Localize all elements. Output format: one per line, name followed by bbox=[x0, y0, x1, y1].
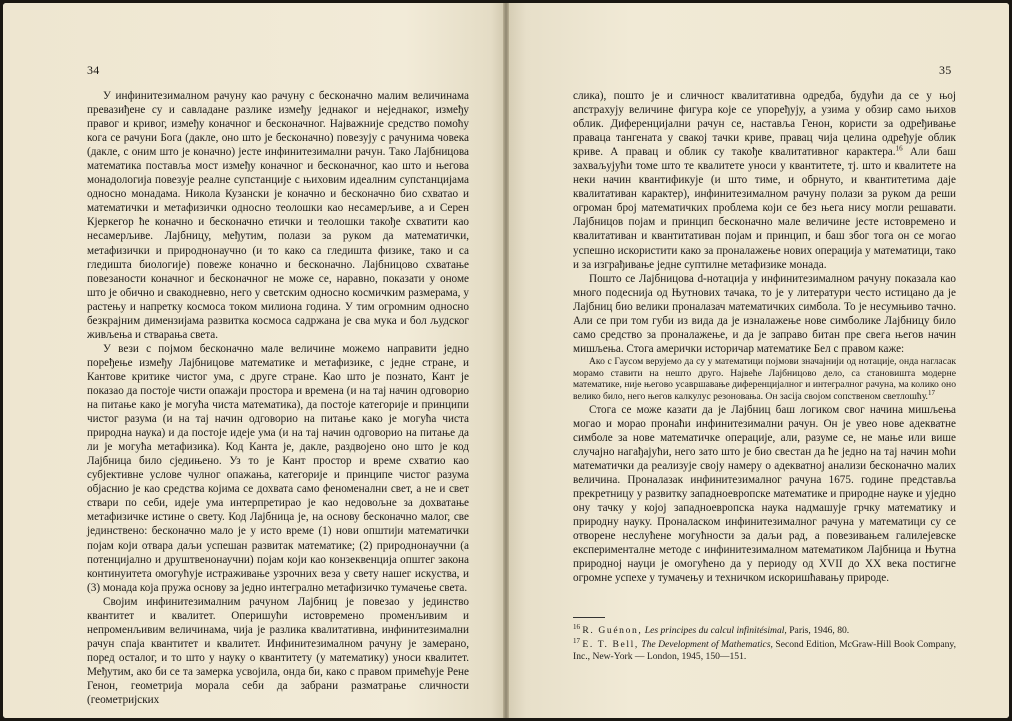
book-gutter bbox=[503, 3, 509, 718]
footnote bbox=[573, 622, 956, 637]
footnote-number: 17 bbox=[573, 636, 580, 645]
paragraph: Пошто се Лајбницова d-нотација у инфинитезималном рачуну показала као много подеснија од Њутнових тачака, то је у литератури често истицано да је Лајбниц био велики проналазач математичких симбола. То је несумњиво тачно. Али се при том губи из вида да је изналажење нове симболике Лајбницу било само средство за проналажење, и да је заправо битан пре свега његов начин мишљења. Стога амерички историчар математике Бел с правом каже: bbox=[573, 272, 956, 355]
paragraph: У вези с појмом бесконачно мале величине можемо направити једно поређење између Лајбницове математике и метафизике, с једне стране, и Кантове критике чистог ума, с друге стране. Као што је познато, Кант је показао да постоје чисти опажаји простора и времена (и на тај начин одговорио на питање како је могућа чиста математика), да постоје категорије и принципи чистог разума (и на тај начин одговорио на питање како је могућа чиста природна наука) и да постоје идеје ума (и на тај начин одговорио на питање да ли је могућа метафизика). Код Канта је, дакле, раздвојено оно што је код Лајбница било сједињено. Уз то је Кант простор и време схватио као субјективне услове чулног опажања, категорије и принципе чистог разума објаснио је као средства којима се дохвата само феноменални свет, а не и свет ствари по себи, идеје ума интерпретирао је као недовољне за дохватање метафизичке истине о свету. Код Лајбница је, на основу бесконачно малог, све јединствено: бесконачно мало је у исто време (1) нови општији математички појам који отвара даљи успешан развитак математике; (2) природнонаучни (а потенцијално и друштвенонаучни) појам који као конзеквенција општег закона континуитета омогућује истраживање узрочних веза у свету нашег искуства, и (3) монада која пружа основу за једно интегрално метафизичко тумачење света. bbox=[87, 342, 469, 594]
page-number-right: 35 bbox=[939, 63, 952, 77]
block-quote bbox=[573, 356, 956, 403]
footnote-author: R. Guénon, bbox=[582, 625, 643, 636]
footnote-title: Les principes du calcul infinitésimal, bbox=[644, 625, 787, 636]
footnote-title: The Development of Mathematics, bbox=[641, 639, 773, 650]
right-page-body bbox=[573, 89, 956, 585]
footnote-author: E. T. Bell, bbox=[582, 639, 639, 650]
footnote-mark: 17 bbox=[927, 388, 935, 397]
paragraph: У инфинитезималном рачуну као рачуну с бесконачно малим величинама превазиђене су и савладане разлике између једнаког и неједнаког, између правог и кривог, између коначног и бесконачног. Најважније средство помоћу кога се рачуни Бога (дакле, оно што је бесконачно) повезују с рачунима човека (дакле, с оним што је коначно) јесте инфинитезимални рачун. Тако Лајбницова математика поставља мост између коначног и бесконачног, као што и његова монадологија повезује реалне супстанције с њиховим идеалним супстанцијама односно монадама. Никола Кузански је коначно и бесконачно био схватао и математички и метафизички односно теолошки као несамерљиве, а и Серен Кјеркегор ће коначно и бесконачно етички и теолошки такође схватити као несамерљиве. Лајбницу, међутим, полази за руком да математички, метафизички и природнонаучно (и то како са гледишта физике, тако и са гледишта биологије) повеже коначно и бесконачно. Лајбницово схватање повезаности коначног и бесконачног не може се, наравно, показати у ономе што је обично и свакодневно, него у светским односно космичким размерама, у растењу и напретку космоса током милиона година. У тим огромним односно безкрајним димензијама развитка космоса садржана је сва мука и бол људског живљења и стварања света. bbox=[87, 90, 469, 341]
footnote-number: 16 bbox=[573, 622, 580, 631]
footnote bbox=[573, 636, 956, 663]
left-page-body bbox=[87, 89, 469, 707]
paragraph: Стога се може казати да је Лајбниц баш логиком свог начина мишљења могао и морао пронаћи инфинитезимални рачун. Он је увео нове адекватне симболе за нове математичке операције, али, разуме се, не мање или више случајно нагађајући, него зато што је био свестан да ће једно на тај начин моћи математички да реализује своју намеру о адекватној анализи бесконачно малих величина. Проналазак инфинитезималног рачуна 1675. године представља прекретницу у развитку западноевропске математике и природне науке и уједно ону тачку у којој западноевропска наука надмашује грчку математику и природну науку. Проналаском инфинитезималног рачуна у математици су се отворене неслућене могућности за даљи рад, а повезивањем галилејевске експерименталне методе с инфинитезималном математиком Лајбница и Њутна природној науци је омогућено да у периоду од XVII до XX века постигне огромне успехе у тумачењу и техничком искоришћавању природе. bbox=[573, 403, 956, 585]
book-spread bbox=[3, 3, 1009, 718]
page-number-left: 34 bbox=[87, 63, 100, 77]
paragraph-text: Али баш захваљујући томе што те квалитете уноси у квантитете, тј. што и квалитете на неки начин квантификује (и што тиме, и обрнуто, и квантитетима даје квалитативан карактер), инфинитезималном рачуну полази за руком да реши огроман број математичких проблема који се без њега нису могли решавати. Лајбницов појам и принцип бесконачно мале величине јесте истовремено и квалитативан и квантитативан појам и принцип, и баш због тога он се могао успешно искористити како за проналажење нових операција у математици, тако и за изграђивање једне суптилне метафизике монада. bbox=[573, 146, 957, 271]
quote-text: Ако с Гаусом верујемо да су у математици појмови значајнији од нотације, онда нагласак морамо ставити на нешто друго. Највеће Лајбницово дело, са становишта модерне математике, није његово усавршавање диференцијалног и интегралног рачуна, ма колико оно велико било, него његов калкулус резоновања. Он засija својом сопственом светлошћу. bbox=[573, 355, 956, 402]
footnote-details: Second Edition, McGraw-Hill Book Company, Inc., New-York — London, 1945, 150—151. bbox=[573, 639, 956, 663]
footnote-rule bbox=[573, 617, 605, 618]
right-page bbox=[506, 3, 1009, 718]
paragraph: Својим инфинитезималним рачуном Лајбниц је повезао у јединство квантитет и квалитет. Оперишући истовремено променљивим и непроменљивим величинама, чија је разлика квалитативна, инфинитезимални рачун спаја квантитет и квалитет. Инфинитезималном рачуну је замерано, поред осталог, и то што у науку о квантитету (у математику) уноси квалитет. Међутим, ако би се та замерка усвојила, онда би, како с правом примећује Рене Генон, геометрија морала себи да забрани разматрање сличности (геометријских bbox=[87, 595, 469, 707]
paragraph bbox=[573, 89, 956, 272]
footnote-details: Paris, 1946, 80. bbox=[789, 625, 850, 636]
paragraph-text: слика), пошто је и сличност квалитативна одредба, будући да се у њој апстрахују величине фигура које се упоређују, а узима у обзир само њихов облик. Диференцијални рачун се, наставља Генон, користи за одређивање праваца тангената у свакој тачки криве, правац чија целина одређује облик криве. А правац и облик су такође квалитативног карактера. bbox=[573, 90, 956, 159]
left-page bbox=[3, 3, 506, 718]
footnote-mark: 16 bbox=[895, 144, 903, 153]
